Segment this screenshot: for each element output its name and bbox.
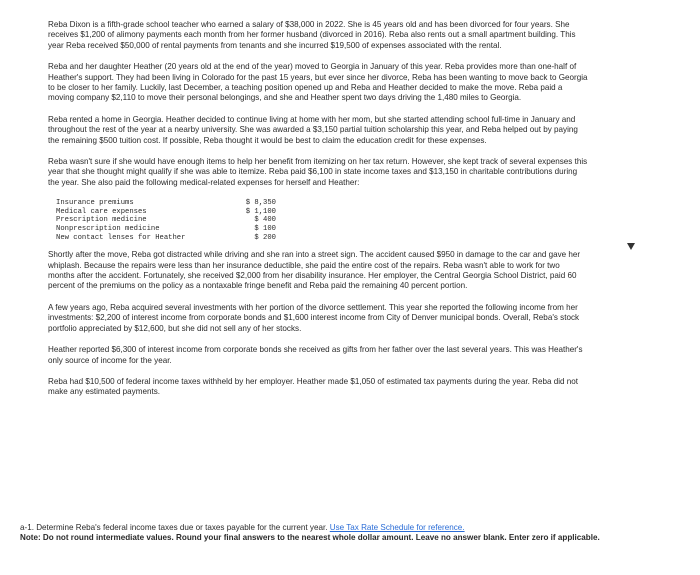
expense-label: Nonprescription medicine <box>56 225 160 234</box>
table-row <box>56 234 276 243</box>
expense-amount: $ 8,350 <box>245 199 276 208</box>
paragraph-move: Reba and her daughter Heather (20 years old at the end of the year) moved to Georgia in January of this year. Reba provides more than one-half of Heather's support. They had been living in Colorado for the past 15 years, but ever since her divorce, Reba has been wanting to move back to Georgia to be closer to her family. Luckily, last December, a teaching position opened up and Reba and Heather decided to make the move. Reba paid a moving company $2,110 to move their personal belongings, and she and Heather spent two days driving the 1,480 miles to Georgia. <box>48 62 588 103</box>
expense-amount: $ 100 <box>254 225 276 234</box>
expense-label: Insurance premiums <box>56 199 134 208</box>
expense-label: New contact lenses for Heather <box>56 233 186 242</box>
paragraph-accident: Shortly after the move, Reba got distracted while driving and she ran into a street sign. The accident caused $950 in damage to the car and gave her whiplash. Because the repairs were less than her insurance deductible, she paid the entire cost of the repairs. Reba wasn't able to work for two months after the accident. Fortunately, she received $2,000 from her disability insurance. Her employer, the Central Georgia School District, paid 60 percent of the premiums on the policy as a nontaxable fringe benefit and Reba paid the remaining 40 percent portion. <box>48 250 581 291</box>
paragraph-education: Reba rented a home in Georgia. Heather decided to continue living at home with her mom, but she started attending school full-time in January and throughout the rest of the year at a nearby university. She was awarded a $3,150 partial tuition scholarship this year, and Reba helped out by paying the remaining $500 tuition cost. If possible, Reba thought it would be best to claim the education credit for these expenses. <box>48 114 578 145</box>
table-row <box>56 208 276 217</box>
expense-amount: $ 200 <box>254 233 276 242</box>
paragraph-investments: A few years ago, Reba acquired several investments with her portion of the divorce settlement. This year she reported the following income from her investments: $2,200 of interest income from corporate bonds and $1,600 interest income from City of Denver municipal bonds. Overall, Reba's stock portfolio appreciated by $12,600, but she did not sell any of her stocks. <box>48 302 580 333</box>
expense-label: Medical care expenses <box>56 207 147 216</box>
tax-rate-schedule-link[interactable]: Use Tax Rate Schedule for reference. <box>329 523 465 532</box>
table-row <box>56 225 276 234</box>
paragraph-itemizing: Reba wasn't sure if she would have enough items to help her benefit from itemizing on her tax return. However, she kept track of several expenses this year that she thought might qualify if she was able to itemize. Reba paid $6,100 in state income taxes and $13,150 in charitable contributions during the year. She also paid the following medical-related expenses for herself and Heather: <box>48 157 588 187</box>
table-row <box>56 216 276 225</box>
expense-amount: $ 400 <box>254 216 276 225</box>
expense-amount: $ 1,100 <box>245 207 276 216</box>
question-note: Note: Do not round intermediate values. Round your final answers to the nearest whole dollar amount. Leave no answer blank. Enter zero if applicable. <box>20 533 600 543</box>
mouse-cursor-icon <box>627 243 635 250</box>
problem-text <box>48 20 588 398</box>
medical-expenses-table <box>56 199 276 242</box>
expense-label: Prescription medicine <box>56 216 147 225</box>
question-block <box>20 523 640 544</box>
paragraph-heather-income: Heather reported $6,300 of interest income from corporate bonds she received as gifts from her father over the last several years. This was Heather's only source of income for the year. <box>48 345 583 365</box>
question-text: a-1. Determine Reba's federal income taxes due or taxes payable for the current year. <box>20 523 328 532</box>
paragraph-withholding: Reba had $10,500 of federal income taxes withheld by her employer. Heather made $1,050 of estimated tax payments during the year. Reba did not make any estimated payments. <box>48 376 579 397</box>
paragraph-income: Reba Dixon is a fifth-grade school teacher who earned a salary of $38,000 in 2022. She is 45 years old and has been divorced for four years. She receives $1,200 of alimony payments each month from her former husband (divorced in 2016). Reba also rents out a small apartment building. This year Reba received $50,000 of rental payments from tenants and she incurred $19,500 of expenses associated with the rental. <box>48 20 576 50</box>
table-row <box>56 199 276 208</box>
